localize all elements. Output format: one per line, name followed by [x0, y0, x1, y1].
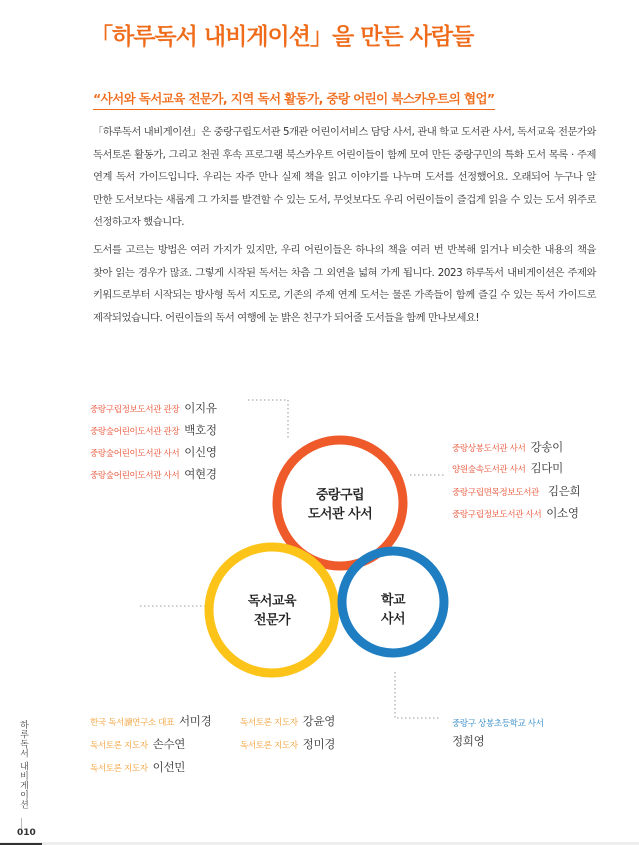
person-item: 중랑구 상봉초등학교 사서 정희영 [452, 719, 544, 748]
intro-paragraph-2: 도서를 고르는 방법은 여러 가지가 있지만, 우리 어린이들은 하나의 책을 여러 번 반복해 읽거나 비슷한 내용의 책을 찾아 읽는 경우가 많죠. 그렇게 시작된 독서는 차츰 그 외연을 넓혀 가게 됩니다. 2023 하루독서 내비게이션은 주제와 키워드로부터 시작되는 방사형 독서 지도로, 기존의 주제 연계 도서는 물론 가족들이 함께 즐길 수 있는 독서 가이드로 제작되었습니다. 어린이들의 독서 여행에 눈 밝은 친구가 되어줄 도서들을 함께 만나보세요! [93, 244, 596, 324]
person-item: 중랑숲어린이도서관 사서 여현경 [90, 467, 217, 481]
person-item: 독서토론 지도자 정미경 [240, 737, 336, 751]
person-item: 중랑구립면목정보도서관 김은희 [452, 484, 581, 498]
person-item: 중랑구립정보도서관 관장 이지유 [90, 401, 217, 415]
person-item: 중랑상봉도서관 사서 강송이 [452, 440, 563, 454]
person-item: 양원숲속도서관 사서 김다미 [452, 461, 563, 475]
person-item: 독서토론 지도자 손수연 [90, 737, 186, 751]
circle-label-expert: 독서교육 전문가 [247, 594, 297, 628]
side-running-title: 하루독서 내비게이션 [18, 720, 28, 809]
page-number: 010 [17, 828, 36, 838]
person-item: 독서토론 지도자 이선민 [90, 760, 186, 774]
intro-paragraph-1: 「하루독서 내비게이션」은 중랑구립도서관 5개관 어린이서비스 담당 사서, 관내 학교 도서관 사서, 독서교육 전문가와 독서토론 활동가, 그리고 천권 후속 프로그램 북스카우트 어린이들이 함께 모여 만든 중랑구민의 특화 도서 목록 · 주제 연계 독서 가이드입니다. 우리는 자주 만나 실제 책을 읽고 이야기를 나누며 도서를 선정했어요. 오래되어 누구나 알 만한 도서보다는 새롭게 그 가치를 발견할 수 있는 도서, 무엇보다도 우리 어린이들이 즐겁게 읽을 수 있는 도서 위주로 선정하고자 했습니다. [93, 126, 596, 229]
person-item: 중랑숲어린이도서관 사서 이신영 [90, 445, 217, 459]
person-item: 중랑숲어린이도서관 관장 백호정 [90, 423, 217, 437]
circle-label-librarian: 중랑구립 도서관 사서 [307, 488, 373, 522]
person-item: 독서토론 지도자 강윤영 [240, 714, 336, 728]
page-title: 「하루독서 내비게이션」을 만든 사람들 [90, 24, 474, 50]
person-item: 중랑구립정보도서관 사서 이소영 [452, 506, 579, 520]
connector-top-left [248, 400, 288, 440]
connector-bottom-right [395, 672, 440, 718]
page-subtitle: “사서와 독서교육 전문가, 지역 독서 활동가, 중랑 어린이 북스카우트의 협업” [93, 89, 495, 110]
person-item: 한국 독서讀연구소 대표 서미경 [90, 714, 212, 728]
circle-label-school: 학교 사서 [380, 593, 406, 627]
